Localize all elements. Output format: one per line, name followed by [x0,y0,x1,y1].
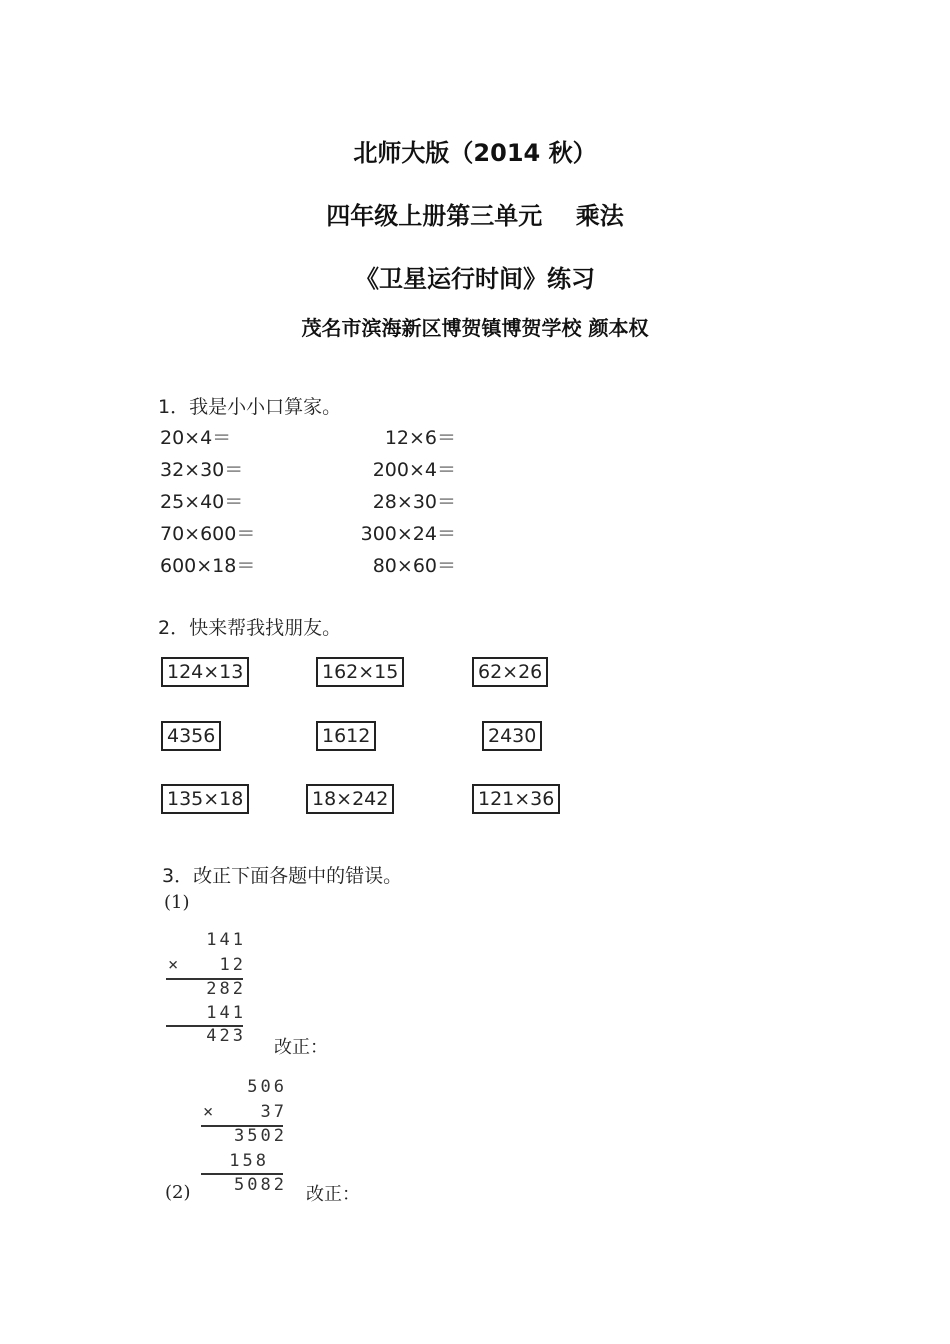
q1-left-1: 20×4＝ [160,427,232,449]
q1-left-2: 32×30＝ [160,459,244,481]
q1-right-2: 200×4＝ [372,459,456,481]
doc-title-unit: 四年级上册第三单元 乘法 [326,202,624,230]
q1-left-4: 70×600＝ [160,523,256,545]
calc1-result: 423 [206,1026,246,1046]
q3-sub-2: (2) [165,1182,191,1203]
q1-left-5: 600×18＝ [160,555,256,577]
q1-right-3: 28×30＝ [372,491,456,513]
match-box-18x242: 18×242 [306,784,394,814]
q1-title: 1．我是小小口算家。 [158,396,342,418]
q3-sub-1: (1) [164,892,190,913]
calc1-partial-2: 141 [206,1003,246,1023]
calc2-times-sign: × [203,1102,214,1122]
match-box-135x18: 135×18 [161,784,249,814]
calc1-partial-1: 282 [206,979,246,999]
calc1-multiplicand: 141 [206,930,246,950]
match-box-62x26: 62×26 [472,657,548,687]
q1-right-5: 80×60＝ [372,555,456,577]
match-box-162x15: 162×15 [316,657,404,687]
q1-right-1: 12×6＝ [384,427,456,449]
calc2-result: 5082 [234,1175,287,1195]
calc2-partial-1: 3502 [234,1126,287,1146]
q1-left-3: 25×40＝ [160,491,244,513]
calc1-times-sign: × [168,955,179,975]
match-box-121x36: 121×36 [472,784,560,814]
calc2-fix-label: 改正： [306,1184,360,1205]
q2-title: 2．快来帮我找朋友。 [158,617,342,639]
q1-right-4: 300×24＝ [360,523,456,545]
calc2-multiplicand: 506 [247,1077,287,1097]
match-box-2430: 2430 [482,721,542,751]
calc1-multiplier: 12 [219,955,246,975]
match-box-124x13: 124×13 [161,657,249,687]
calc1-fix-label: 改正： [274,1037,328,1058]
calc2-partial-2: 158 [229,1151,269,1171]
match-box-4356: 4356 [161,721,221,751]
q3-title: 3．改正下面各题中的错误。 [162,865,403,887]
doc-title-lesson: 《卫星运行时间》练习 [355,265,595,293]
match-box-1612: 1612 [316,721,376,751]
doc-title-edition: 北师大版（2014 秋） [353,139,597,167]
calc2-multiplier: 37 [260,1102,287,1122]
doc-author: 茂名市滨海新区博贺镇博贺学校 颜本权 [301,316,649,340]
